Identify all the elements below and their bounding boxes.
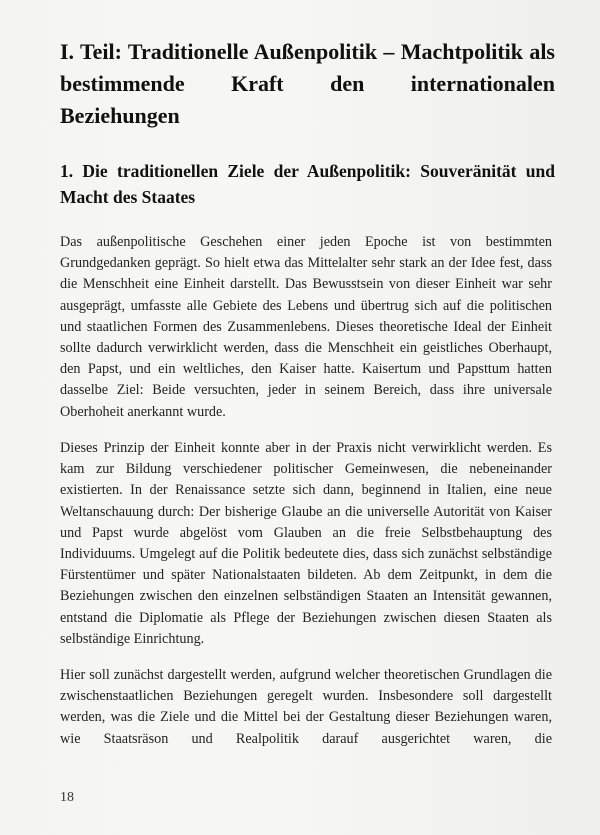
paragraph-3-container [60, 665, 552, 750]
paragraph-2-container [60, 438, 552, 650]
paragraph-3: Hier soll zunächst dargestellt werden, aufgrund welcher theoretischen Grundlagen die zwischenstaatlichen Beziehungen geregelt wurden. Insbesondere soll dargestellt werden, was die Ziele und die Mittel bei der Gestaltung dieser Beziehungen waren, wie Staatsräson und Realpolitik darauf ausgerichtet waren, die [60, 667, 552, 747]
section-title: 1. Die traditionellen Ziele der Außenpolitik: Souveränität und Macht des Staates [60, 161, 555, 207]
paragraph-1-container [60, 232, 552, 423]
paragraph-2: Dieses Prinzip der Einheit konnte aber in der Praxis nicht verwirklicht werden. Es kam zur Bildung verschiedener politischer Gemeinwesen, die nebeneinander existierten. In der Renaissance setzte sich dann, beginnend in Italien, eine neue Weltanschauung durch: Der bisherige Glaube an die universelle Autorität von Kaiser und Papst wurde abgelöst vom Glauben an die freie Selbstbehauptung des Individuums. Umgelegt auf die Politik bedeutete dies, dass sich zunächst selbständige Fürstentümer und später Nationalstaaten bildeten. Ab dem Zeitpunkt, in dem die Beziehungen zwischen den einzelnen selbständigen Staaten an Intensität gewannen, entstand die Diplomatie als Pflege der Beziehungen zwischen diesen Staaten als selbständige Einrichtung. [60, 440, 552, 647]
paragraph-1: Das außenpolitische Geschehen einer jeden Epoche ist von bestimmten Grundgedanken geprägt. So hielt etwa das Mittelalter sehr stark an der Idee fest, dass die Menschheit eine Einheit darstellt. Das Bewusstsein von dieser Einheit war sehr ausgeprägt, umfasste alle Gebiete des Lebens und übertrug sich auf die politischen und staatlichen Formen des Zusammenlebens. Dieses theoretische Ideal der Einheit sollte dadurch verwirklicht werden, dass die Menschheit ein geistliches Oberhaupt, den Papst, und ein weltliches, den Kaiser hatte. Kaisertum und Papsttum hatten dasselbe Ziel: Beide versuchten, jeder in seinem Bereich, dass ihre universale Oberhoheit anerkannt wurde. [60, 234, 552, 420]
chapter-title: I. Teil: Traditionelle Außenpolitik – Machtpolitik als bestimmende Kraft den internationalen Beziehungen [60, 39, 555, 128]
page-number: 18 [60, 790, 74, 805]
